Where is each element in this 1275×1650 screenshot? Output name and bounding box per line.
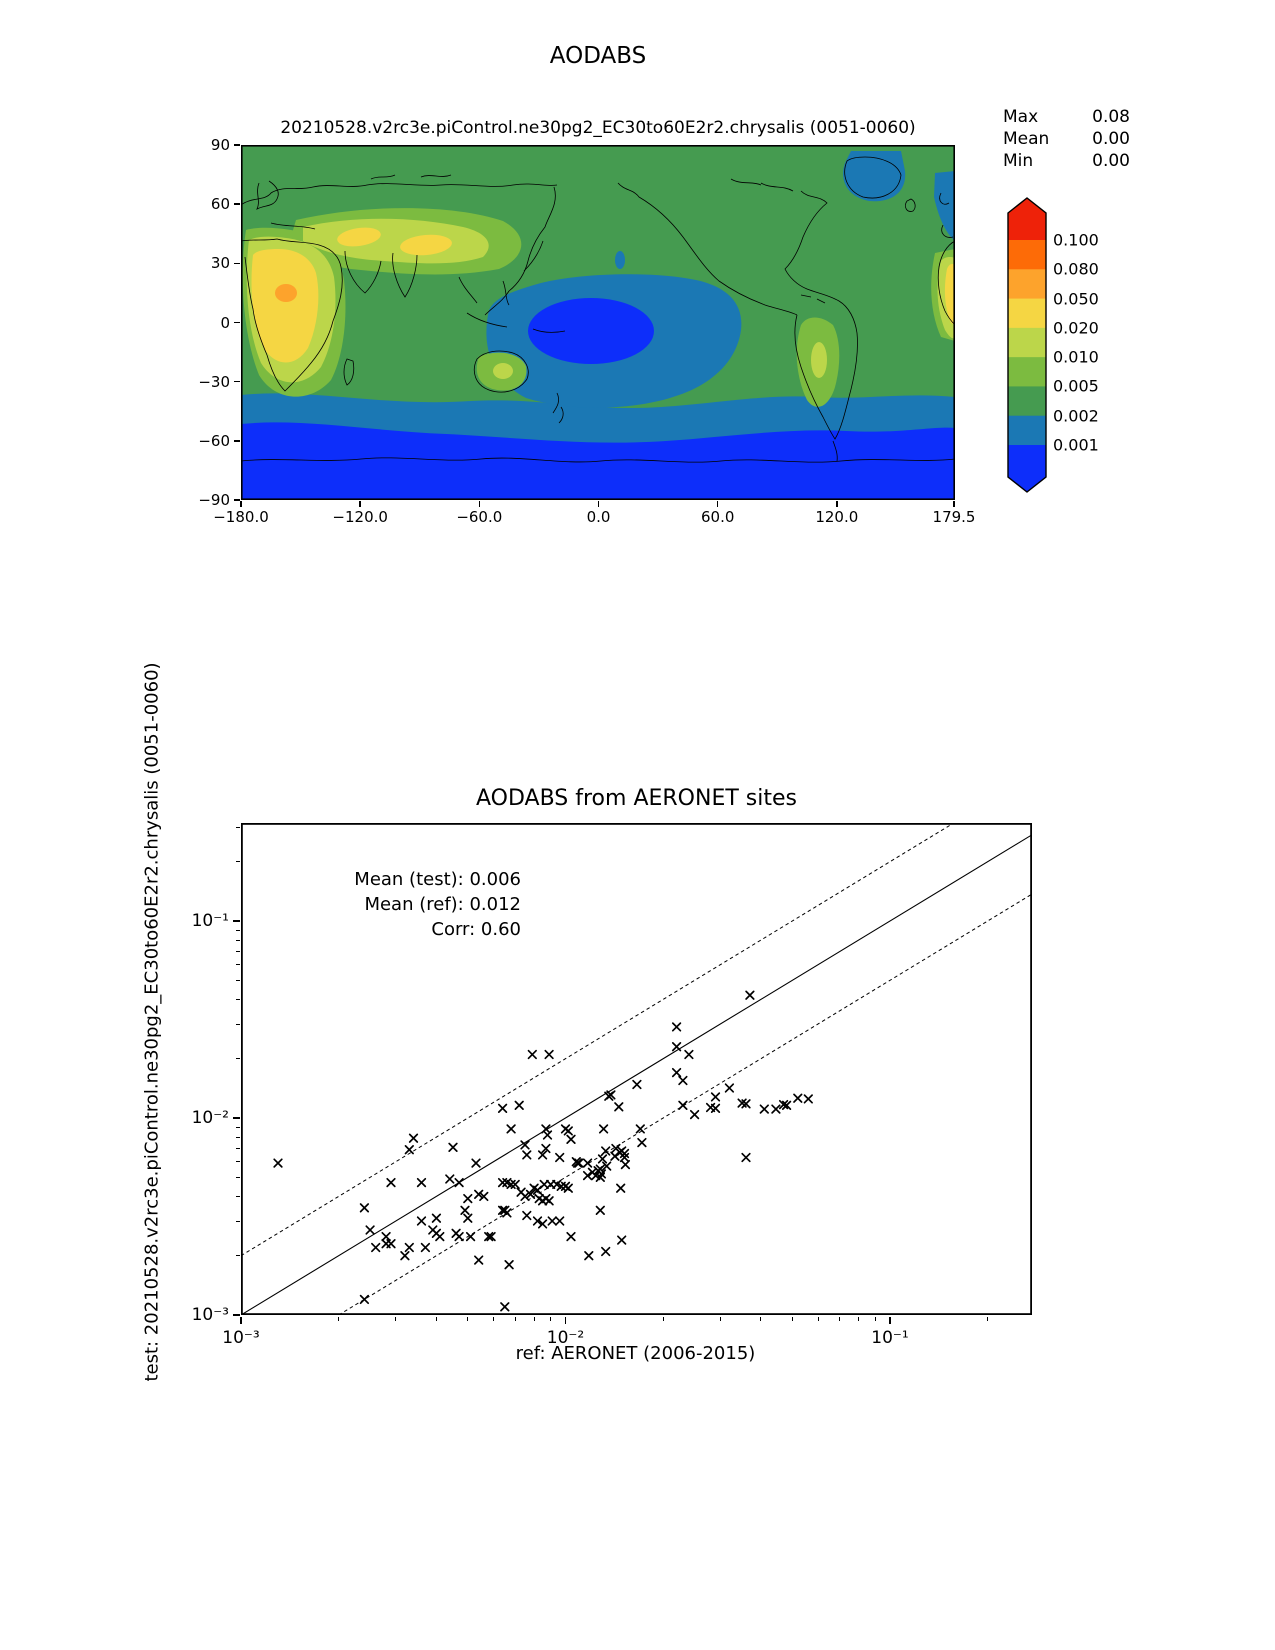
data-point-x-marker xyxy=(638,1139,646,1147)
scatter-x-minor-tick xyxy=(395,1317,396,1321)
data-point-x-marker xyxy=(433,1214,441,1222)
scatter-x-minor-tick xyxy=(875,1317,876,1321)
data-point-x-marker xyxy=(565,1127,573,1135)
half-x-line xyxy=(339,894,1032,1315)
data-point-x-marker xyxy=(274,1159,282,1167)
stat-max-label: Max xyxy=(1003,107,1039,127)
scatter-title: AODABS from AERONET sites xyxy=(476,786,797,811)
data-point-x-marker xyxy=(499,1105,507,1113)
data-point-x-marker xyxy=(449,1144,457,1152)
stat-min xyxy=(1003,150,1130,172)
data-point-x-marker xyxy=(387,1240,395,1248)
scatter-x-label: ref: AERONET (2006-2015) xyxy=(515,1343,756,1364)
scatter-x-minor-tick xyxy=(858,1317,859,1321)
data-point-x-marker xyxy=(673,1023,681,1031)
colorbar-cap-bottom xyxy=(1008,445,1046,492)
map-stats-block xyxy=(1003,106,1130,172)
colorbar-tick-label: 0.050 xyxy=(1053,289,1099,309)
data-point-x-marker xyxy=(617,1184,625,1192)
scatter-y-minor-tick xyxy=(236,1137,240,1138)
data-point-x-marker xyxy=(410,1134,418,1142)
map-x-tick xyxy=(240,501,242,507)
data-point-x-marker xyxy=(805,1095,813,1103)
page-title: AODABS xyxy=(549,43,647,69)
data-point-x-marker xyxy=(406,1146,414,1154)
scatter-x-minor-tick xyxy=(818,1317,819,1321)
data-point-x-marker xyxy=(615,1103,623,1111)
scatter-x-minor-tick xyxy=(839,1317,840,1321)
map-y-tick-label: 90 xyxy=(210,136,230,154)
scatter-x-minor-tick xyxy=(987,1317,988,1321)
data-point-x-marker xyxy=(548,1217,556,1225)
data-point-x-marker xyxy=(472,1159,480,1167)
scatter-y-minor-tick xyxy=(236,1255,240,1256)
data-point-x-marker xyxy=(529,1051,537,1059)
scatter-y-major-tick xyxy=(233,1117,240,1119)
scatter-annotation xyxy=(241,867,521,942)
data-point-x-marker xyxy=(505,1261,513,1269)
data-point-x-marker xyxy=(523,1212,531,1220)
map-subplot-title: 20210528.v2rc3e.piControl.ne30pg2_EC30to60E2r2.chrysalis (0051-0060) xyxy=(280,118,916,138)
data-point-x-marker xyxy=(515,1102,523,1110)
scatter-x-major-tick xyxy=(240,1317,242,1324)
scatter-y-tick-label: 10⁻³ xyxy=(191,1305,229,1325)
stat-mean-label: Mean xyxy=(1003,129,1050,149)
data-point-x-marker xyxy=(446,1175,454,1183)
data-point-x-marker xyxy=(746,991,754,999)
map-x-tick xyxy=(836,501,838,507)
data-point-x-marker xyxy=(679,1102,687,1110)
data-point-x-marker xyxy=(633,1081,641,1089)
map-y-tick-label: −90 xyxy=(198,491,230,509)
scatter-points xyxy=(274,991,812,1310)
scatter-y-minor-tick xyxy=(236,940,240,941)
scatter-y-minor-tick xyxy=(236,1221,240,1222)
map-x-tick-label: 179.5 xyxy=(932,508,976,526)
scatter-y-minor-tick xyxy=(236,1196,240,1197)
data-point-x-marker xyxy=(418,1217,426,1225)
data-point-x-marker xyxy=(523,1151,531,1159)
data-point-x-marker xyxy=(600,1125,608,1133)
scatter-y-minor-tick xyxy=(236,1148,240,1149)
scatter-x-minor-tick xyxy=(338,1317,339,1321)
data-point-x-marker xyxy=(406,1244,414,1252)
stat-min-value: 0.00 xyxy=(1092,151,1130,171)
data-point-x-marker xyxy=(464,1195,472,1203)
stat-max xyxy=(1003,106,1130,128)
colorbar-tick-label: 0.001 xyxy=(1053,435,1099,455)
map-y-tick xyxy=(234,263,240,265)
scatter-y-major-tick xyxy=(233,1314,240,1316)
data-point-x-marker xyxy=(597,1207,605,1215)
data-point-x-marker xyxy=(455,1179,463,1187)
data-point-x-marker xyxy=(501,1303,509,1311)
scatter-x-major-tick xyxy=(889,1317,891,1324)
scatter-y-tick-label: 10⁻¹ xyxy=(191,911,229,931)
scatter-y-minor-tick xyxy=(236,951,240,952)
annotation-mean-ref: Mean (ref): 0.012 xyxy=(364,894,521,915)
map-y-tick-label: 0 xyxy=(220,313,230,332)
data-point-x-marker xyxy=(545,1197,553,1205)
data-point-x-marker xyxy=(761,1105,769,1113)
data-point-x-marker xyxy=(712,1105,720,1113)
scatter-y-label: test: 20210528.v2rc3e.piControl.ne30pg2_EC30to60E2r2.chrysalis (0051-0060) xyxy=(141,662,163,1382)
data-point-x-marker xyxy=(461,1207,469,1215)
stat-min-label: Min xyxy=(1003,151,1034,171)
world-map-contour-plot xyxy=(241,145,955,500)
colorbar-tick-label: 0.005 xyxy=(1053,376,1099,396)
scatter-y-minor-tick xyxy=(236,1058,240,1059)
data-point-x-marker xyxy=(584,1159,592,1167)
scatter-x-minor-tick xyxy=(720,1317,721,1321)
data-point-x-marker xyxy=(673,1069,681,1077)
colorbar xyxy=(1006,195,1056,497)
data-point-x-marker xyxy=(691,1111,699,1119)
data-point-x-marker xyxy=(618,1236,626,1244)
scatter-y-minor-tick xyxy=(236,999,240,1000)
data-point-x-marker xyxy=(401,1252,409,1260)
data-point-x-marker xyxy=(685,1051,693,1059)
map-y-tick xyxy=(234,322,240,324)
data-point-x-marker xyxy=(622,1161,630,1169)
data-point-x-marker xyxy=(418,1179,426,1187)
data-point-x-marker xyxy=(575,1159,583,1167)
data-point-x-marker xyxy=(585,1252,593,1260)
scatter-x-minor-tick xyxy=(792,1317,793,1321)
data-point-x-marker xyxy=(545,1051,553,1059)
scatter-x-minor-tick xyxy=(467,1317,468,1321)
data-point-x-marker xyxy=(712,1093,720,1101)
scatter-x-minor-tick xyxy=(663,1317,664,1321)
colorbar-cap-top xyxy=(1008,198,1046,240)
data-point-x-marker xyxy=(567,1136,575,1144)
data-point-x-marker xyxy=(372,1244,380,1252)
data-point-x-marker xyxy=(726,1084,734,1092)
map-y-tick xyxy=(234,381,240,383)
data-point-x-marker xyxy=(673,1043,681,1051)
scatter-y-minor-tick xyxy=(236,1161,240,1162)
data-point-x-marker xyxy=(387,1179,395,1187)
data-point-x-marker xyxy=(511,1181,519,1189)
colorbar-band xyxy=(1008,240,1046,270)
scatter-x-tick-label: 10⁻³ xyxy=(222,1328,260,1348)
colorbar-band xyxy=(1008,299,1046,329)
colorbar-band xyxy=(1008,328,1046,358)
colorbar-band xyxy=(1008,386,1046,416)
colorbar-tick-label: 0.100 xyxy=(1053,230,1099,250)
colorbar-tick-label: 0.010 xyxy=(1053,347,1099,367)
colorbar-band xyxy=(1008,416,1046,446)
map-x-tick-label: 60.0 xyxy=(700,508,735,526)
map-y-tick xyxy=(234,499,240,501)
map-x-tick xyxy=(953,501,955,507)
scatter-y-minor-tick xyxy=(236,827,240,828)
data-point-x-marker xyxy=(556,1217,564,1225)
scatter-x-minor-tick xyxy=(550,1317,551,1321)
map-x-tick-label: −180.0 xyxy=(213,508,269,526)
data-point-x-marker xyxy=(422,1244,430,1252)
map-y-tick xyxy=(234,144,240,146)
annotation-corr: Corr: 0.60 xyxy=(431,919,521,940)
data-point-x-marker xyxy=(742,1154,750,1162)
colorbar-tick-label: 0.020 xyxy=(1053,318,1099,338)
data-point-x-marker xyxy=(679,1077,687,1085)
map-y-tick-label: 60 xyxy=(210,195,230,214)
map-x-tick-label: 0.0 xyxy=(586,508,611,526)
map-x-tick xyxy=(598,501,600,507)
scatter-y-tick-label: 10⁻² xyxy=(191,1108,229,1128)
scatter-y-minor-tick xyxy=(236,1177,240,1178)
scatter-x-major-tick xyxy=(565,1317,567,1324)
data-point-x-marker xyxy=(475,1256,483,1264)
data-point-x-marker xyxy=(464,1214,472,1222)
data-point-x-marker xyxy=(366,1226,374,1234)
scatter-y-minor-tick xyxy=(236,964,240,965)
map-y-tick xyxy=(234,440,240,442)
map-y-tick-label: 30 xyxy=(210,254,230,273)
colorbar-band xyxy=(1008,269,1046,299)
data-point-x-marker xyxy=(382,1233,390,1241)
scatter-x-minor-tick xyxy=(515,1317,516,1321)
scatter-x-minor-tick xyxy=(436,1317,437,1321)
data-point-x-marker xyxy=(772,1105,780,1113)
colorbar-tick-label: 0.002 xyxy=(1053,406,1099,426)
data-point-x-marker xyxy=(567,1233,575,1241)
map-y-tick xyxy=(234,203,240,205)
colorbar-band xyxy=(1008,357,1046,387)
data-point-x-marker xyxy=(602,1147,610,1155)
data-point-x-marker xyxy=(556,1154,564,1162)
data-point-x-marker xyxy=(436,1233,444,1241)
stat-max-value: 0.08 xyxy=(1092,107,1130,127)
data-point-x-marker xyxy=(455,1233,463,1241)
data-point-x-marker xyxy=(544,1131,552,1139)
map-y-tick-label: −30 xyxy=(198,372,230,391)
stat-mean-value: 0.00 xyxy=(1092,129,1130,149)
data-point-x-marker xyxy=(565,1184,573,1192)
map-x-tick-label: −60.0 xyxy=(456,508,503,526)
scatter-x-tick-label: 10⁻¹ xyxy=(871,1328,909,1348)
colorbar-tick-label: 0.080 xyxy=(1053,259,1099,279)
scatter-y-minor-tick xyxy=(236,980,240,981)
annotation-mean-test: Mean (test): 0.006 xyxy=(354,869,521,890)
map-x-tick-label: −120.0 xyxy=(332,508,388,526)
data-point-x-marker xyxy=(507,1125,515,1133)
scatter-y-minor-tick xyxy=(236,1024,240,1025)
data-point-x-marker xyxy=(361,1204,369,1212)
map-x-tick-label: 120.0 xyxy=(815,508,859,526)
data-point-x-marker xyxy=(602,1248,610,1256)
map-x-tick xyxy=(359,501,361,507)
scatter-x-minor-tick xyxy=(760,1317,761,1321)
map-x-tick xyxy=(479,501,481,507)
scatter-x-minor-tick xyxy=(534,1317,535,1321)
stat-mean xyxy=(1003,128,1130,150)
scatter-y-minor-tick xyxy=(236,861,240,862)
scatter-y-minor-tick xyxy=(236,930,240,931)
data-point-x-marker xyxy=(361,1296,369,1304)
scatter-y-major-tick xyxy=(233,920,240,922)
scatter-x-minor-tick xyxy=(493,1317,494,1321)
scatter-y-minor-tick xyxy=(236,1127,240,1128)
data-point-x-marker xyxy=(794,1094,802,1102)
scatter-x-tick-label: 10⁻² xyxy=(546,1328,585,1348)
map-y-tick-label: −60 xyxy=(198,431,230,450)
map-x-tick xyxy=(717,501,719,507)
